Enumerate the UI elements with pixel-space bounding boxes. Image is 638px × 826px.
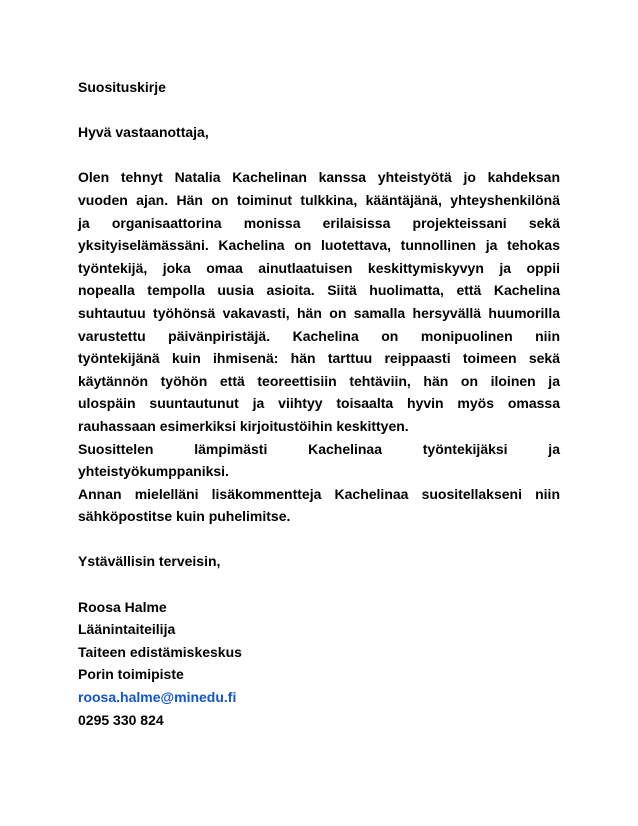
signer-phone: 0295 330 824 [78, 711, 164, 728]
signer-organization: Taiteen edistämiskeskus [78, 643, 242, 660]
body-line: ja organisaattorina monissa erilaisissa projekteissani sekä [78, 214, 560, 231]
spacer [78, 99, 560, 122]
contact-line: sähköpostitse kuin puhelimitse. [78, 508, 291, 525]
contact-line: Annan mielelläni lisäkommentteja Kachelinaa suositellakseni niin [78, 485, 560, 502]
body-line: suhtautuu työhönsä vakavasti, hän on samalla hersyvällä huumorilla [78, 304, 560, 321]
signer-role: Läänintaiteilija [78, 621, 176, 638]
body-line: työntekijänä kuin ihmisenä: hän tarttuu reippaasti toimeen sekä [78, 350, 560, 367]
recommend-line: Suosittelen lämpimästi Kachelinaa työntekijäksi ja [78, 440, 560, 457]
closing: Ystävällisin terveisin, [78, 553, 221, 570]
body-line: työntekijä, joka omaa ainutlaatuisen keskittymiskyvyn ja oppii [78, 259, 560, 276]
signature-block [78, 596, 560, 732]
body-line: varustettu päivänpiristäjä. Kachelina on monipuolinen niin [78, 327, 560, 344]
spacer [78, 573, 560, 596]
body-line: vuoden ajan. Hän on toiminut tulkkina, kääntäjänä, yhteyshenkilönä [78, 191, 560, 208]
signer-office: Porin toimipiste [78, 666, 184, 683]
letter-title: Suosituskirje [78, 79, 166, 95]
spacer [78, 144, 560, 167]
body-line: Olen tehnyt Natalia Kachelinan kanssa yhteistyötä jo kahdeksan [78, 169, 560, 186]
recommend-line: yhteistyökumppaniksi. [78, 463, 229, 480]
body-line: yksityiselämässäni. Kachelina on luotettava, tunnollinen ja tehokas [78, 237, 560, 254]
body-line: nopealla tempolla uusia asioita. Siitä huolimatta, että Kachelina [78, 282, 560, 299]
letter-page [78, 76, 560, 731]
contact-paragraph [78, 483, 560, 528]
greeting: Hyvä vastaanottaja, [78, 124, 209, 141]
signer-name: Roosa Halme [78, 598, 167, 615]
body-line: käytännön työhön että teoreettisiin tehtäviin, hän on iloinen ja [78, 372, 560, 389]
body-line: ulospäin suuntautunut ja viihtyy toisaalta hyvin myös omassa [78, 395, 560, 412]
recommendation-paragraph [78, 438, 560, 483]
body-paragraph [78, 166, 560, 437]
body-line: rauhassaan esimerkiksi kirjoitustöihin keskittyen. [78, 417, 409, 434]
email-link[interactable]: roosa.halme@minedu.fi [78, 689, 237, 706]
spacer [78, 528, 560, 551]
